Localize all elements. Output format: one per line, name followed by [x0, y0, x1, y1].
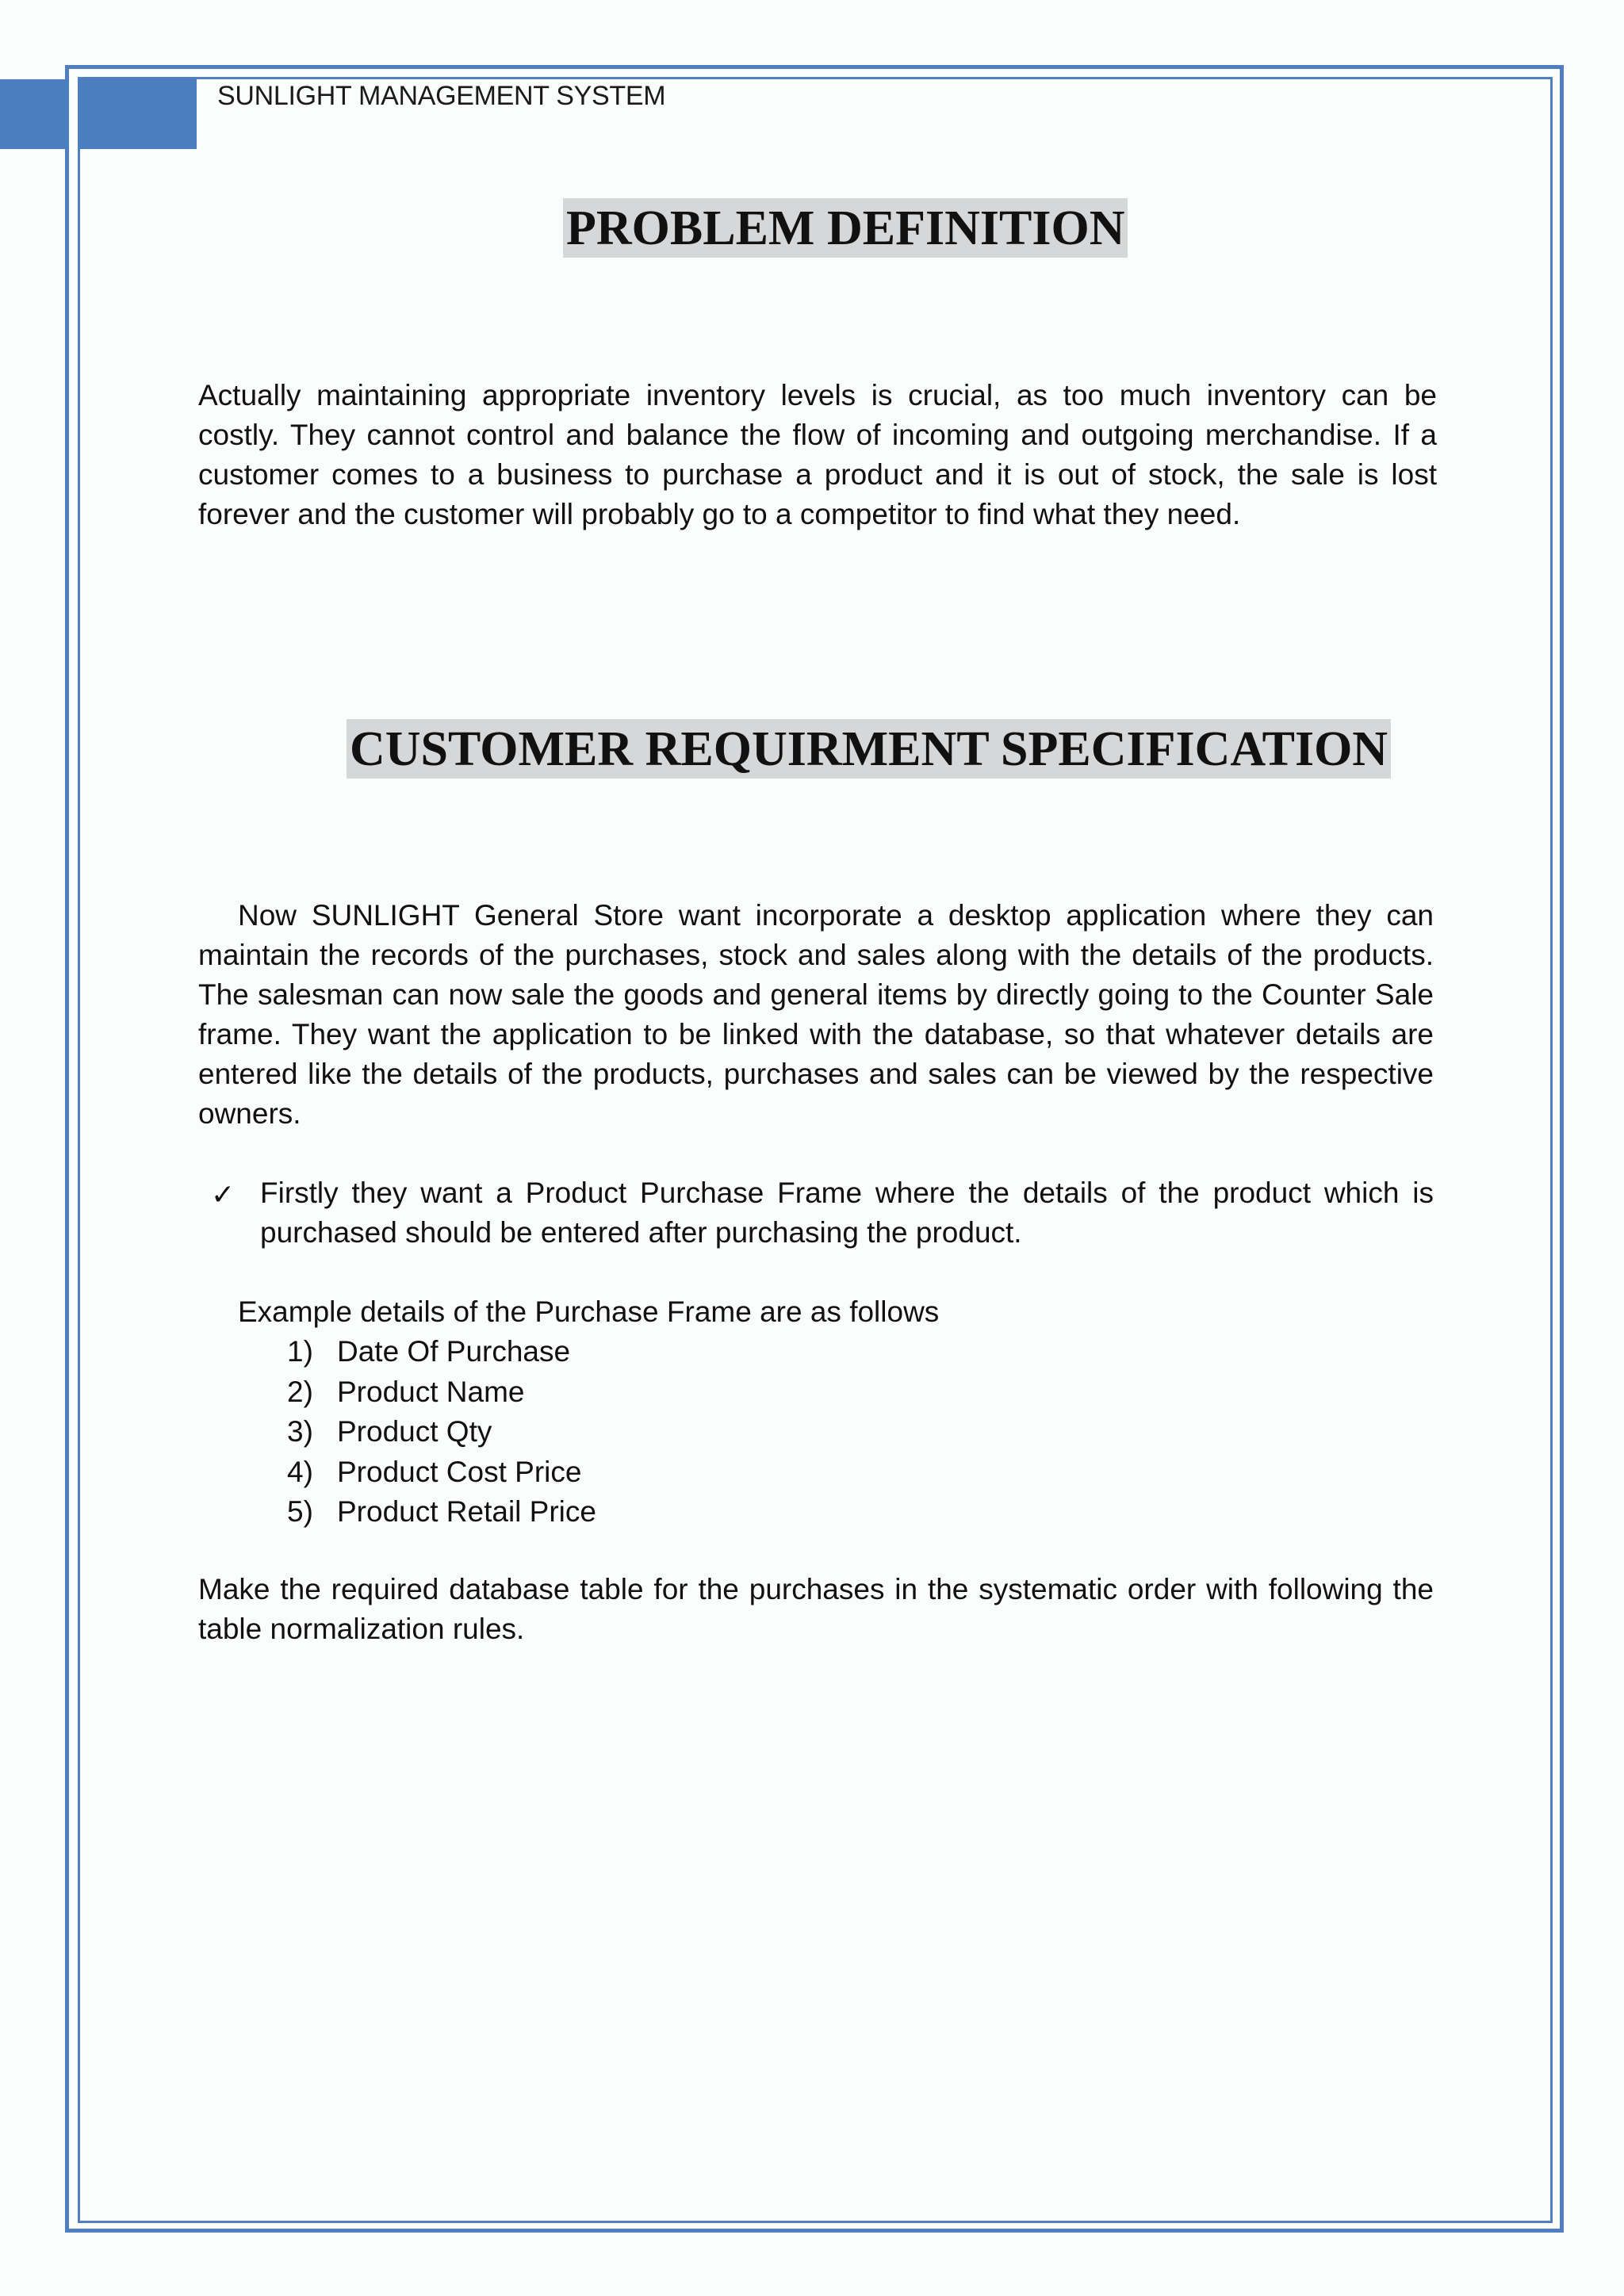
list-item-number: 5)	[287, 1495, 313, 1528]
checkmark-icon: ✓	[211, 1178, 236, 1211]
list-item	[287, 1492, 596, 1533]
customer-requirement-heading: CUSTOMER REQUIRMENT SPECIFICATION	[347, 719, 1391, 779]
purchase-details-list	[287, 1332, 596, 1533]
example-intro: Example details of the Purchase Frame are as follows	[238, 1295, 940, 1328]
list-item-text: Product Qty	[337, 1415, 492, 1448]
header-block-right	[79, 79, 197, 149]
list-item-text: Product Retail Price	[337, 1495, 596, 1528]
list-item	[287, 1412, 596, 1452]
list-item-number: 4)	[287, 1455, 313, 1488]
problem-definition-paragraph: Actually maintaining appropriate inventory levels is crucial, as too much inventory can be costly. They cannot control and balance the flow of incoming and outgoing merchandise. If a customer comes to a business to purchase a product and it is out of stock, the sale is lost forever and the customer will probably go to a competitor to find what they need.	[198, 379, 1437, 530]
list-item-text: Product Cost Price	[337, 1455, 582, 1488]
list-item-number: 2)	[287, 1375, 313, 1408]
customer-requirement-paragraph: Now SUNLIGHT General Store want incorporate a desktop application where they can maintain the records of the purchases, stock and sales along with the details of the products. The salesman can now sale the goods and general items by directly going to the Counter Sale frame. They want the application to be linked with the database, so that whatever details are entered like the details of the products, purchases and sales can be viewed by the respective owners.	[198, 899, 1434, 1130]
list-item-text: Product Name	[337, 1375, 525, 1408]
list-item	[287, 1372, 596, 1413]
header-title: SUNLIGHT MANAGEMENT SYSTEM	[217, 81, 666, 111]
problem-definition-heading: PROBLEM DEFINITION	[563, 198, 1128, 258]
list-item	[287, 1332, 596, 1372]
list-item-number: 1)	[287, 1335, 313, 1368]
check-item-text: Firstly they want a Product Purchase Frame where the details of the product which is purchased should be entered after purchasing the product.	[260, 1177, 1434, 1249]
list-item-text: Date Of Purchase	[337, 1335, 571, 1368]
header-block-left	[0, 79, 68, 149]
list-item	[287, 1452, 596, 1493]
list-item-number: 3)	[287, 1415, 313, 1448]
closing-paragraph: Make the required database table for the purchases in the systematic order with following the table normalization rules.	[198, 1573, 1434, 1645]
